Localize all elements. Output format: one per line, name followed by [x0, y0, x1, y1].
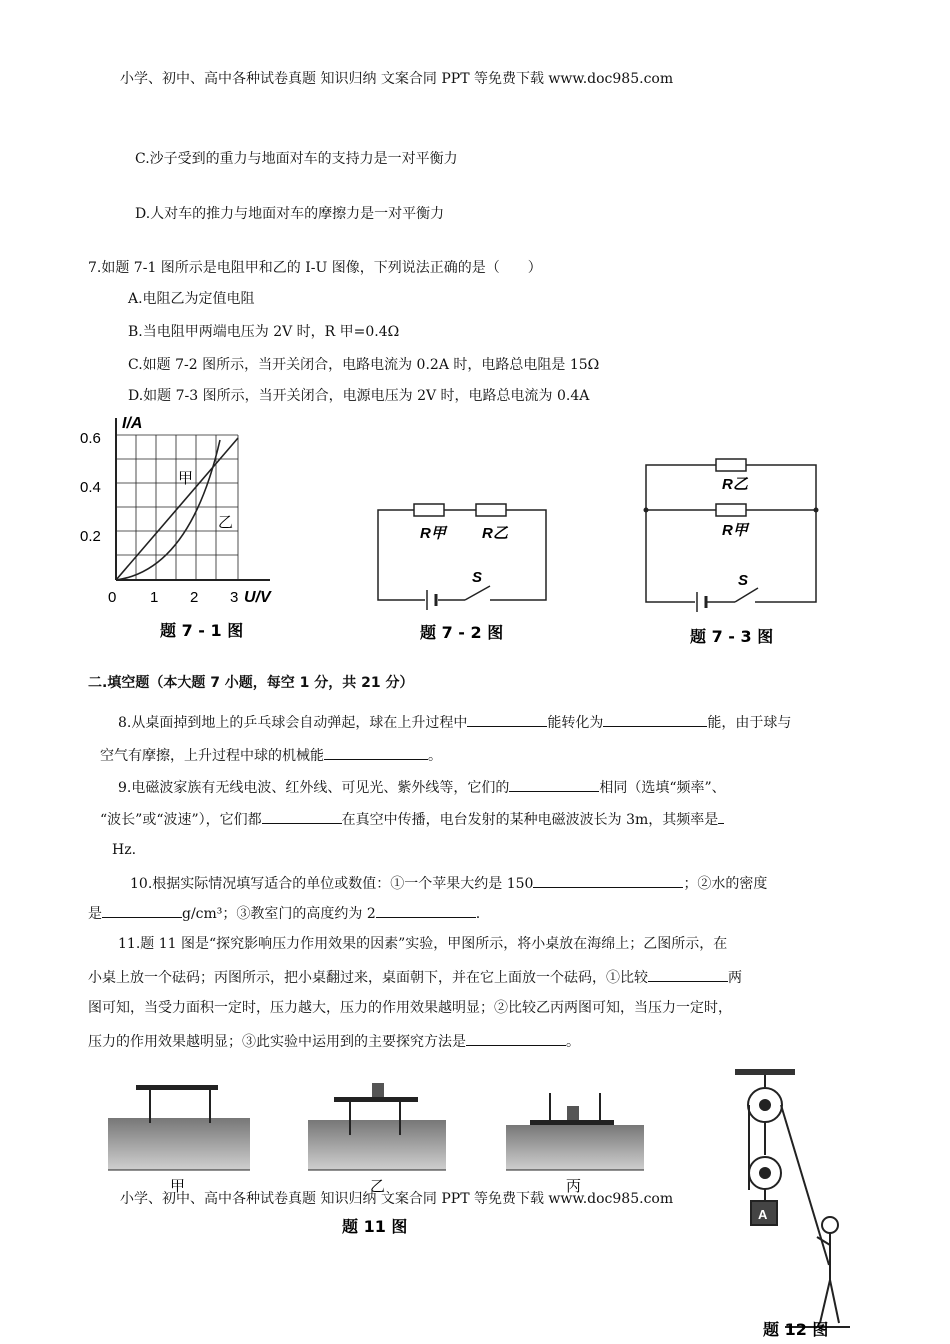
figure-caption: 题 12 图	[763, 1320, 829, 1339]
text: ；②水的密度	[683, 876, 768, 892]
resistor-label: R甲	[722, 522, 748, 539]
curve-label-jia: 甲	[178, 470, 194, 487]
text: g/cm³；③教室门的高度约为 2	[182, 906, 376, 922]
pulley-figure	[725, 1065, 855, 1344]
answer-blank	[467, 712, 547, 727]
answer-blank	[509, 777, 599, 792]
page-footer-watermark: 小学、初中、高中各种试卷真题 知识归纳 文案合同 PPT 等免费下载 www.doc985.com	[120, 1191, 674, 1207]
figure-label-yi: 乙	[370, 1178, 386, 1195]
answer-blank	[376, 903, 476, 918]
figure-caption: 题 11 图	[342, 1217, 408, 1236]
answer-blank	[533, 873, 683, 888]
text: 相同（选填“频率”、	[599, 780, 726, 796]
page-header: 小学、初中、高中各种试卷真题 知识归纳 文案合同 PPT 等免费下载 www.doc985.com	[120, 71, 674, 87]
text: 两	[728, 970, 742, 986]
figure-label-jia: 甲	[170, 1178, 186, 1195]
answer-blank	[324, 745, 428, 760]
resistor-label: R乙	[722, 476, 748, 493]
text: 在真空中传播，电台发射的某种电磁波波长为 3m，其频率是	[341, 812, 719, 828]
q11-line3: 图可知，当受力面积一定时，压力越大，压力的作用效果越明显；②比较乙丙两图可知，当压力一定时，	[88, 1000, 732, 1016]
text: 8.从桌面掉到地上的乒乓球会自动弹起，球在上升过程中	[118, 715, 468, 731]
q9-line1	[118, 777, 726, 797]
text: 是	[88, 906, 102, 922]
q6-option-d: D.人对车的推力与地面对车的摩擦力是一对平衡力	[135, 206, 445, 222]
text: 能转化为	[547, 715, 604, 731]
text: 10.根据实际情况填写适合的单位或数值：①一个苹果大约是 150	[130, 876, 534, 892]
x-tick: 3	[230, 589, 239, 606]
x-tick: 0	[108, 589, 117, 606]
resistor-label: R甲	[420, 525, 446, 542]
figure-label-bing: 丙	[566, 1178, 582, 1195]
answer-blank	[648, 967, 728, 982]
resistor-label: R乙	[482, 525, 508, 542]
text: “波长”或“波速”），它们都	[100, 812, 262, 828]
series-circuit-figure	[370, 490, 560, 650]
text: 。	[428, 748, 442, 764]
text: 压力的作用效果越明显；③此实验中运用到的主要探究方法是	[88, 1034, 466, 1050]
text: 能，由于球与	[707, 715, 792, 731]
answer-blank	[262, 809, 342, 824]
text: 空气有摩擦，上升过程中球的机械能	[100, 748, 324, 764]
answer-blank	[102, 903, 182, 918]
y-axis-label: I/A	[122, 415, 143, 432]
q9-line2	[100, 809, 724, 829]
q7-stem: 7.如题 7-1 图所示是电阻甲和乙的 I-U 图像，下列说法正确的是（ ）	[88, 260, 542, 276]
q7-option-a: A.电阻乙为定值电阻	[128, 291, 255, 307]
x-axis-label: U/V	[244, 589, 271, 606]
text: 9.电磁波家族有无线电波、红外线、可见光、紫外线等，它们的	[118, 780, 510, 796]
answer-blank	[603, 712, 707, 727]
text: .	[475, 906, 481, 922]
answer-blank	[466, 1031, 566, 1046]
parallel-circuit-figure	[640, 455, 830, 655]
q10-line2	[88, 903, 480, 923]
figure-caption: 题 7 - 1 图	[160, 621, 244, 640]
block-label: A	[758, 1207, 768, 1222]
q7-option-c: C.如题 7-2 图所示，当开关闭合，电路电流为 0.2A 时，电路总电阻是 15Ω	[128, 357, 600, 373]
y-tick: 0.6	[80, 430, 101, 447]
q7-option-d: D.如题 7-3 图所示，当开关闭合，电源电压为 2V 时，电路总电流为 0.4A	[128, 388, 590, 404]
switch-label: S	[738, 572, 749, 589]
q7-option-b: B.当电阻甲两端电压为 2V 时，R 甲=0.4Ω	[128, 324, 400, 340]
q8-line2	[100, 745, 442, 765]
q9-line3: Hz.	[112, 842, 137, 858]
y-tick: 0.2	[80, 528, 101, 545]
q8-line1	[118, 712, 791, 732]
switch-label: S	[472, 569, 483, 586]
iu-graph-figure	[80, 410, 300, 650]
q11-line2	[88, 967, 742, 987]
q11-line4	[88, 1031, 580, 1051]
section-heading: 二.填空题（本大题 7 小题，每空 1 分，共 21 分）	[88, 675, 414, 691]
q11-line1: 11.题 11 图是“探究影响压力作用效果的因素”实验，甲图所示，将小桌放在海绵上；乙图所示，在	[118, 936, 728, 952]
curve-label-yi: 乙	[218, 514, 234, 531]
q10-line1	[130, 873, 767, 893]
figure-caption: 题 7 - 3 图	[690, 627, 774, 646]
x-tick: 1	[150, 589, 159, 606]
pressure-experiment-figure	[100, 1075, 660, 1245]
x-tick: 2	[190, 589, 199, 606]
text: 小桌上放一个砝码；丙图所示，把小桌翻过来，桌面朝下，并在它上面放一个砝码，①比较	[88, 970, 648, 986]
q6-option-c: C.沙子受到的重力与地面对车的支持力是一对平衡力	[135, 151, 458, 167]
y-tick: 0.4	[80, 479, 101, 496]
text: 。	[566, 1034, 580, 1050]
answer-blank	[718, 809, 724, 824]
figure-caption: 题 7 - 2 图	[420, 623, 504, 642]
